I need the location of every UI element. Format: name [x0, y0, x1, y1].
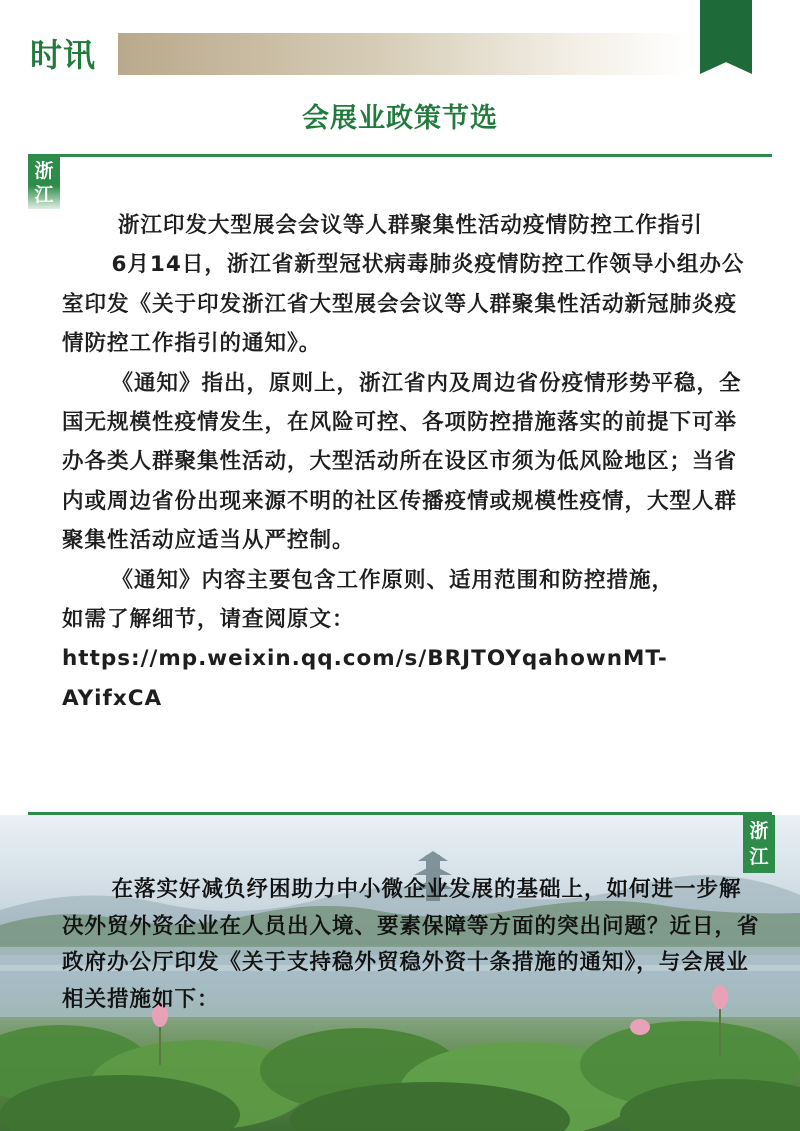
top-divider	[28, 154, 772, 157]
article-1	[62, 206, 752, 718]
article-1-paragraph-2: 《通知》指出，原则上，浙江省内及周边省份疫情形势平稳，全国无规模性疫情发生，在风险可控、各项防控措施落实的前提下可举办各类人群聚集性活动，大型活动所在设区市须为低风险地区；当省内或周边省份出现来源不明的社区传播疫情或规模性疫情，大型人群聚集性活动应适当从严控制。	[62, 370, 742, 554]
section-header-label: 时讯	[30, 36, 97, 74]
article-1-paragraph-3: 《通知》内容主要包含工作原则、适用范围和防控措施，	[111, 567, 674, 593]
bookmark-ribbon-icon	[700, 0, 752, 74]
page-title: 会展业政策节选	[302, 103, 498, 134]
article-1-title: 浙江印发大型展会会议等人群聚集性活动疫情防控工作指引	[117, 213, 703, 238]
article-1-paragraph-1: 6月14日，浙江省新型冠状病毒肺炎疫情防控工作领导小组办公室印发《关于印发浙江省大型展会会议等人群聚集性活动新冠肺炎疫情防控工作指引的通知》。	[62, 252, 745, 357]
article-1-note: 如需了解细节，请查阅原文：	[62, 607, 355, 633]
region-tag: 浙江	[28, 157, 60, 209]
article-2-paragraph: 在落实好减负纾困助力中小微企业发展的基础上，如何进一步解决外贸外资企业在人员出入境、要素保障等方面的突出问题？近日，省政府办公厅印发《关于支持稳外贸稳外资十条措施的通知》，与会展业相关措施如下：	[62, 877, 760, 1012]
header-decor-band	[118, 33, 690, 75]
source-link[interactable]: https://mp.weixin.qq.com/s/BRJTOYqahownMT-AYifxCA	[62, 646, 668, 711]
region-tag-2: 浙江	[743, 815, 775, 873]
article-2	[62, 872, 762, 1018]
